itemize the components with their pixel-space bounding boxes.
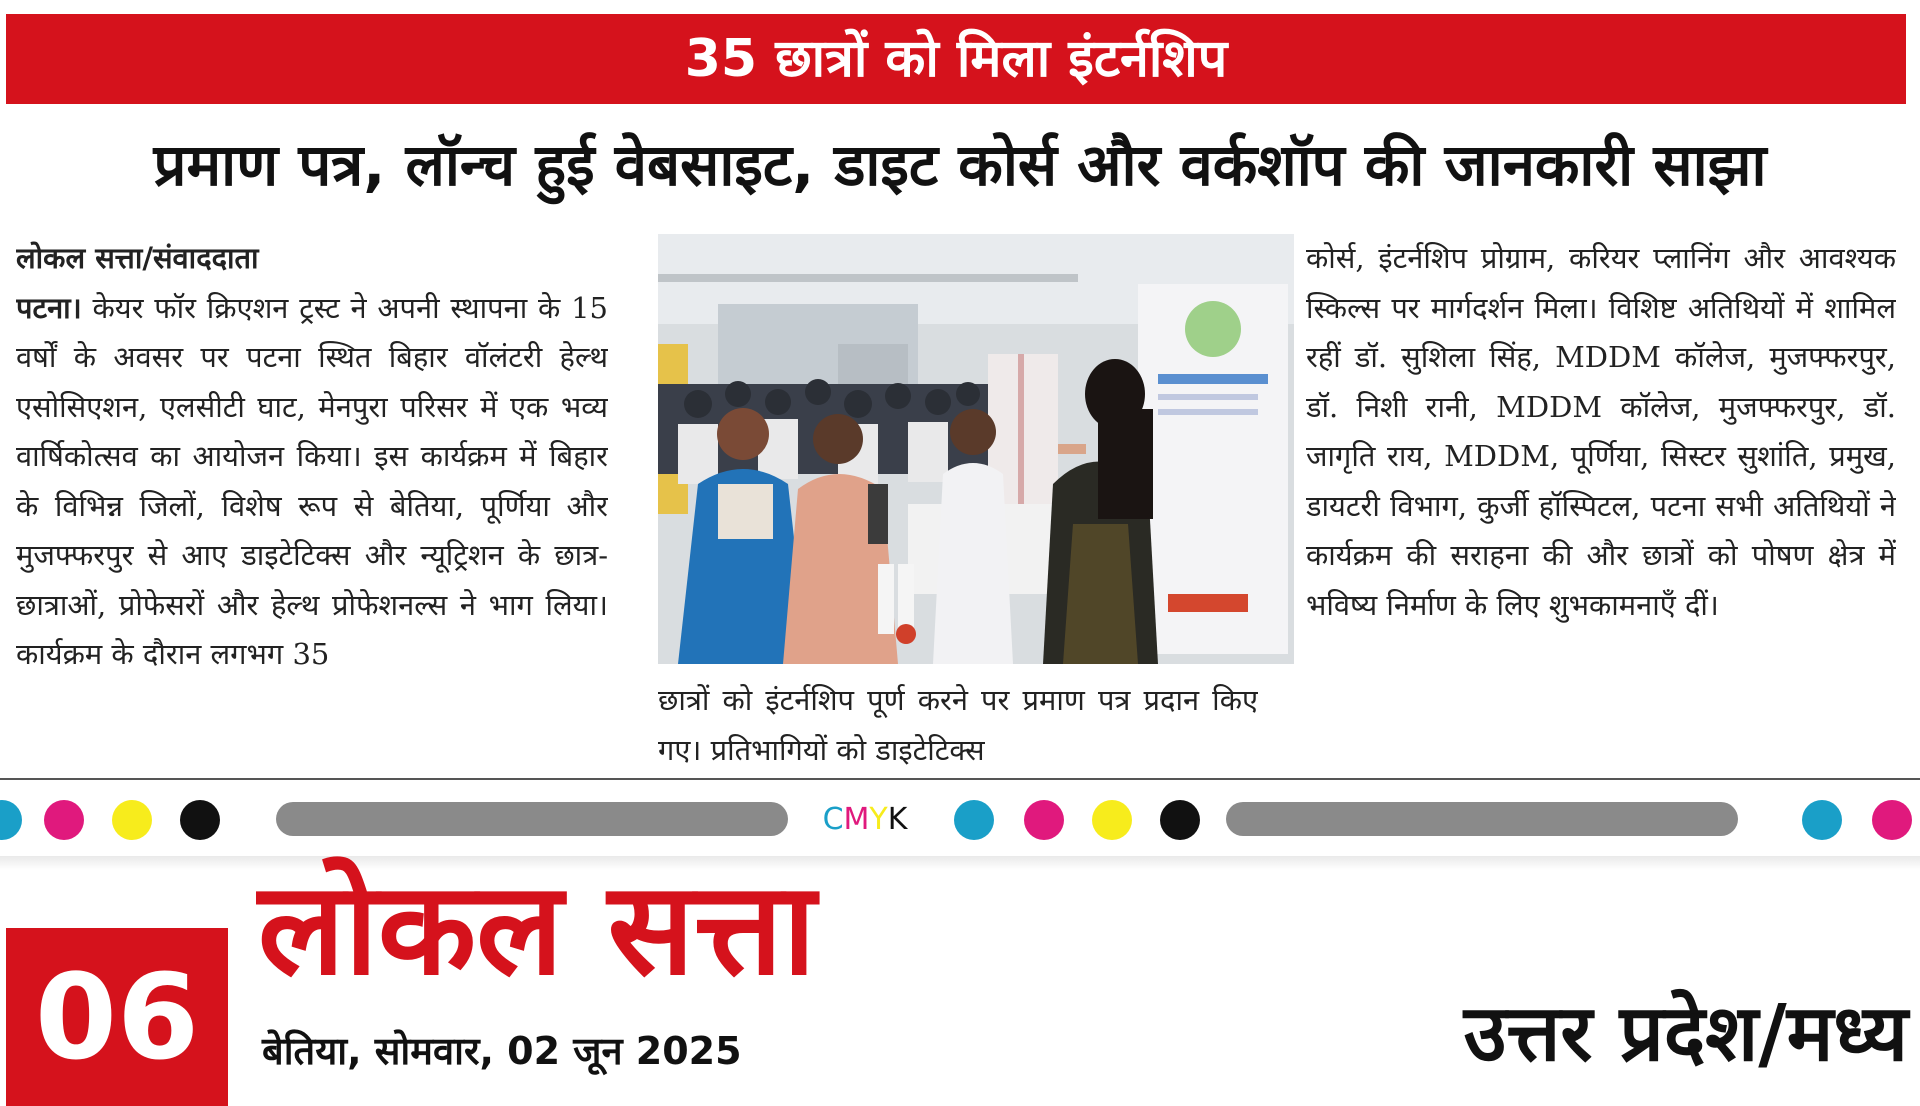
registration-dot-cyan (0, 800, 22, 840)
section-label: उत्तर प्रदेश/मध्य (1463, 989, 1908, 1079)
cmyk-label (820, 800, 910, 840)
registration-dot-magenta (1024, 800, 1064, 840)
registration-dot-magenta (44, 800, 84, 840)
column-1-text: केयर फॉर क्रिएशन ट्रस्ट ने अपनी स्थापना के 15 वर्षों के अवसर पर पटना स्थित बिहार वॉलंटरी हेल्थ एसोसिएशन, एलसीटी घाट, मेनपुरा परिसर में एक भव्य वार्षिकोत्सव का आयोजन किया। इस कार्यक्रम में बिहार के विभिन्न जिलों, विशेष रूप से बेतिया, पूर्णिया और मुजफ्फरपुर से आए डाइटेटिक्स और न्यूट्रिशन के छात्र-छात्राओं, प्रोफेसरों और हेल्थ प्रोफेशनल्स ने भाग लिया। कार्यक्रम के दौरान लगभग 35 (16, 290, 608, 671)
article-column-2: छात्रों को इंटर्नशिप पूर्ण करने पर प्रमाण पत्र प्रदान किए गए। प्रतिभागियों को डाइटेटिक्स (658, 683, 1258, 767)
edition-date: बेतिया, सोमवार, 02 जून 2025 (262, 1029, 742, 1073)
cmyk-letter-k: K (887, 802, 908, 837)
registration-dot-black (180, 800, 220, 840)
registration-dot-magenta (1872, 800, 1912, 840)
masthead-logo: लोकल सत्ता (258, 855, 816, 1004)
registration-dot-black (1160, 800, 1200, 840)
byline: लोकल सत्ता/संवाददाता (16, 241, 259, 275)
article-column-3: कोर्स, इंटर्नशिप प्रोग्राम, करियर प्लानिंग और आवश्यक स्किल्स पर मार्गदर्शन मिला। विशिष्ट अतिथियों में शामिल रहीं डॉ. सुशिला सिंह, MDDM कॉलेज, मुजफ्फरपुर, डॉ. निशी रानी, MDDM कॉलेज, मुजफ्फरपुर, डॉ. जागृति राय, MDDM, पूर्णिया, सिस्टर सुशांति, प्रमुख, डायटरी विभाग, कुर्जी हॉस्पिटल, पटना सभी अतिथियों ने कार्यक्रम की सराहना की और छात्रों को पोषण क्षेत्र में भविष्य निर्माण के लिए शुभकामनाएँ दीं। (1306, 241, 1896, 622)
event-photo (658, 234, 1294, 664)
cmyk-letter-m: M (843, 802, 870, 837)
registration-pill-right (1226, 802, 1738, 836)
kicker-banner: 35 छात्रों को मिला इंटर्नशिप (6, 14, 1906, 104)
article-column-1 (16, 234, 608, 774)
registration-dot-yellow (1092, 800, 1132, 840)
column-rule (0, 778, 1920, 780)
registration-pill-left (276, 802, 788, 836)
page-number: 06 (6, 928, 228, 1106)
cmyk-letter-c: C (822, 802, 844, 837)
registration-dot-yellow (112, 800, 152, 840)
dateline: पटना। (16, 290, 82, 325)
cmyk-letter-y: Y (869, 802, 888, 837)
registration-dot-cyan (954, 800, 994, 840)
registration-dot-cyan (1802, 800, 1842, 840)
headline: प्रमाण पत्र, लॉन्च हुई वेबसाइट, डाइट कोर्स और वर्कशॉप की जानकारी साझा (153, 131, 1767, 199)
